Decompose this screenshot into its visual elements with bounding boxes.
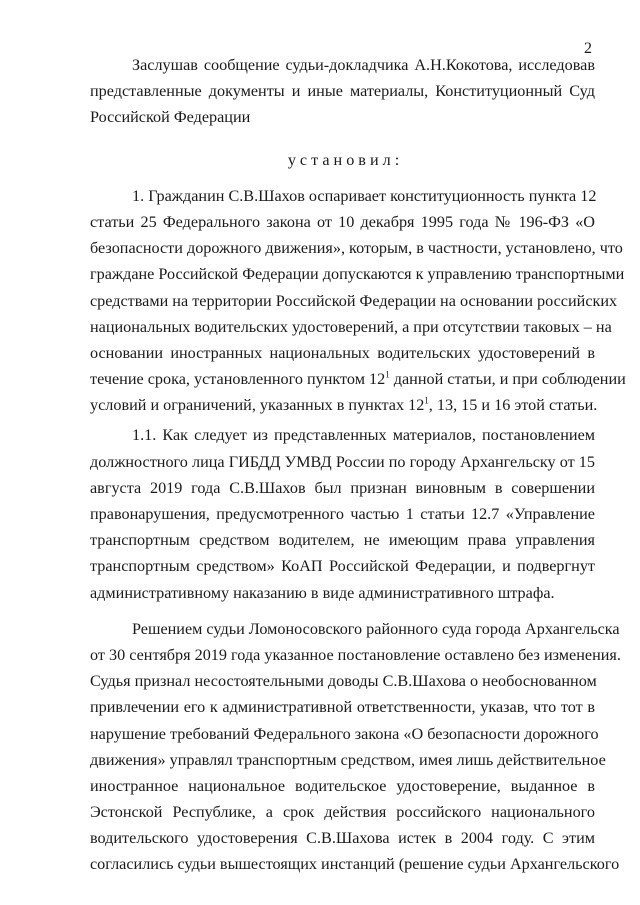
text-line: Решением судьи Ломоносовского районного суда города Архангельска xyxy=(132,619,620,638)
text-line: граждане Российской Федерации допускаются к управлению транспортными xyxy=(90,265,625,284)
text-line: 1. Гражданин С.В.Шахов оспаривает конституционность пункта 12 xyxy=(132,186,597,205)
text-segment: данной статьи, и при соблюдении xyxy=(389,370,626,389)
text-line: национальных водительских удостоверений, а при отсутствии таковых – на xyxy=(90,317,612,336)
text-line: водительского удостоверения С.В.Шахова истек в 2004 году. С этим xyxy=(90,829,595,848)
text-line: иностранное национальное водительское удостоверение, выданное в xyxy=(90,776,595,795)
section-heading: установил: xyxy=(287,150,404,169)
text-line: привлечении его к административной ответственности, указав, что тот в xyxy=(90,698,595,717)
text-line: представленные документы и иные материалы, Конституционный Суд xyxy=(90,82,595,101)
text-line: административному наказанию в виде административного штрафа. xyxy=(90,583,555,602)
page-number: 2 xyxy=(584,40,592,57)
text-line: должностного лица ГИБДД УМВД России по городу Архангельску от 15 xyxy=(90,452,595,471)
superscript: 1 xyxy=(424,395,429,406)
document-body xyxy=(90,52,626,878)
intro-paragraph xyxy=(90,52,595,131)
text-line: Эстонской Республике, а срок действия российского национального xyxy=(90,803,595,822)
paragraph-decision xyxy=(90,616,621,878)
paragraph-1 xyxy=(90,183,626,419)
paragraph-1-1 xyxy=(90,422,595,605)
text-line: Судья признал несостоятельными доводы С.В.Шахова о необоснованном xyxy=(90,672,597,691)
text-line: статьи 25 Федерального закона от 10 декабря 1995 года № 196-ФЗ «О xyxy=(90,212,595,231)
text-line: Российской Федерации xyxy=(90,108,251,127)
text-line: правонарушения, предусмотренного частью 1 статьи 12.7 «Управление xyxy=(90,505,595,523)
text-line: движения» управлял транспортным средством, имея лишь действительное xyxy=(90,750,606,769)
text-segment: , 13, 15 и 16 этой статьи. xyxy=(428,396,598,415)
superscript: 1 xyxy=(385,369,390,380)
text-line xyxy=(90,366,626,392)
text-line: согласились судьи вышестоящих инстанций (решение судьи Архангельского xyxy=(90,855,620,874)
text-line: основании иностранных национальных водительских удостоверений в xyxy=(90,343,595,362)
text-line: Заслушав сообщение судьи-докладчика А.Н.Кокотова, исследовав xyxy=(132,56,595,74)
text-segment: условий и ограничений, указанных в пунктах 12 xyxy=(90,396,425,415)
text-segment: течение срока, установленного пунктом 12 xyxy=(90,370,386,389)
text-line: транспортным средством водителем, не имеющим права управления xyxy=(90,531,595,550)
text-line: августа 2019 года С.В.Шахов был признан виновным в совершении xyxy=(90,478,595,497)
text-line: нарушение требований Федерального закона «О безопасности дорожного xyxy=(90,724,599,743)
text-line: средствами на территории Российской Федерации на основании российских xyxy=(90,291,618,310)
text-line: 1.1. Как следует из представленных материалов, постановлением xyxy=(132,426,595,445)
text-line: транспортным средством» КоАП Российской Федерации, и подвергнут xyxy=(90,557,595,576)
text-line: безопасности дорожного движения», которым, в частности, установлено, что xyxy=(90,239,623,258)
text-line xyxy=(90,392,598,418)
text-line: от 30 сентября 2019 года указанное постановление оставлено без изменения. xyxy=(90,645,621,664)
